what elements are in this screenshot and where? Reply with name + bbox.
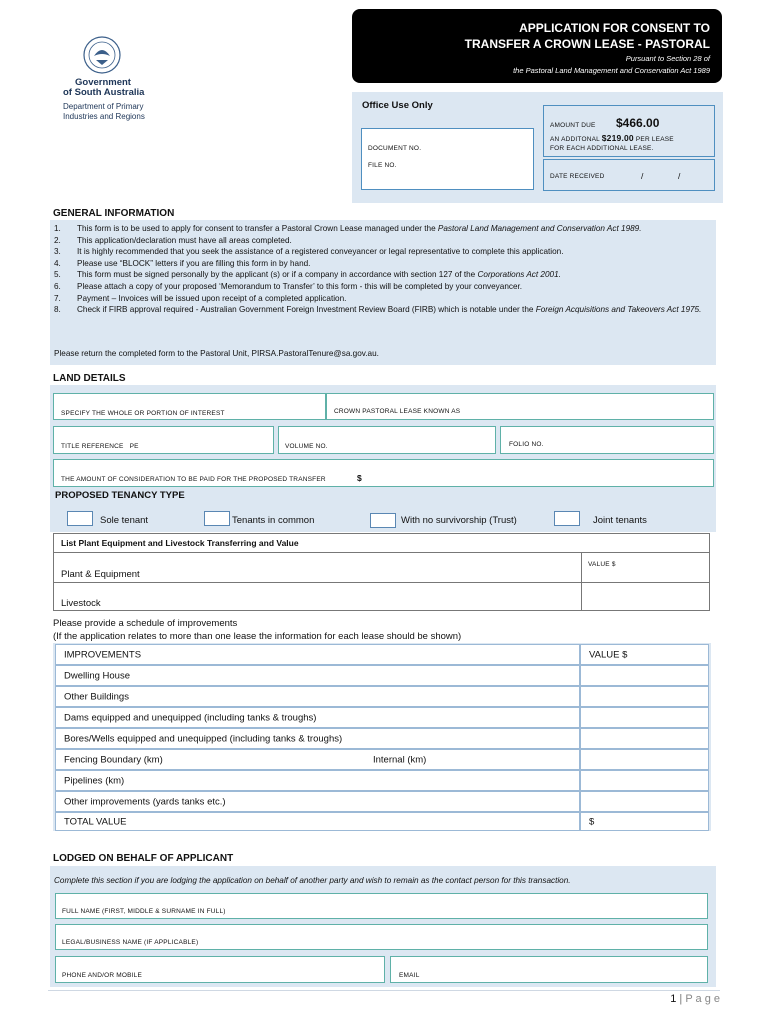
table-row: Bores/Wells equipped and unequipped (including tanks & troughs) (55, 728, 580, 749)
lodged-panel (50, 866, 716, 987)
table-row: Other improvements (yards tanks etc.) (55, 791, 580, 812)
improvements-value-header: VALUE $ (580, 644, 709, 665)
no-survivorship-checkbox[interactable] (370, 513, 396, 528)
consideration-field[interactable] (53, 459, 714, 487)
list-item: 5. This form must be signed personally by the applicant (s) or if a company in accordance with section 127 of the Corporations Act 2001. (54, 270, 561, 280)
file-no-label: FILE NO. (368, 162, 397, 169)
form-title-line1: APPLICATION FOR CONSENT TO (519, 21, 710, 35)
list-item: 1. This form is to be used to apply for consent to transfer a Pastoral Crown Lease managed under the Pastoral Land Management and Conservation Act 1989. (54, 224, 642, 233)
title-banner (352, 9, 722, 83)
plant-col-divider (581, 552, 582, 610)
improvements-intro-line2: (If the application relates to more than one lease the information for each lease should be shown) (53, 631, 462, 642)
tenancy-heading: PROPOSED TENANCY TYPE (55, 490, 185, 501)
crest-icon (82, 34, 122, 76)
sole-tenant-label: Sole tenant (100, 515, 149, 526)
tenants-in-common-checkbox[interactable] (204, 511, 230, 526)
additional-suffix: PER LEASE (635, 136, 674, 143)
title-reference-field[interactable] (53, 426, 274, 454)
page-number: 1 (670, 993, 677, 1005)
full-name-field[interactable] (55, 893, 708, 919)
office-use-title: Office Use Only (362, 100, 433, 111)
list-item: 4. Please use “BLOCK” letters if you are filling this form in by hand. (54, 258, 311, 268)
plant-table-heading: List Plant Equipment and Livestock Transferring and Value (61, 538, 299, 548)
crown-lease-name-field[interactable] (326, 393, 714, 420)
value-cell[interactable] (580, 728, 709, 749)
return-note: Please return the completed form to the Pastoral Unit, PIRSA.PastoralTenure@sa.gov.au. (54, 349, 379, 358)
document-no-label: DOCUMENT NO. (368, 145, 422, 152)
table-row: Dams equipped and unequipped (including tanks & troughs) (55, 707, 580, 728)
page-footer (670, 993, 720, 1005)
plant-livestock-table (53, 533, 710, 611)
volume-no-field[interactable] (278, 426, 496, 454)
specify-interest-label: SPECIFY THE WHOLE OR PORTION OF INTEREST (61, 410, 225, 417)
value-cell[interactable] (580, 770, 709, 791)
plant-equipment-label: Plant & Equipment (61, 569, 140, 580)
list-item: 2. This application/declaration must have all areas completed. (54, 235, 292, 245)
tenants-in-common-label: Tenants in common (232, 515, 315, 526)
amount-due-box (543, 105, 715, 157)
value-cell[interactable] (580, 665, 709, 686)
legal-name-label: LEGAL/BUSINESS NAME (IF APPLICABLE) (62, 939, 199, 946)
no-survivorship-label: With no survivorship (Trust) (401, 515, 517, 526)
list-item: 6. Please attach a copy of your proposed ‘Memorandum to Transfer’ to this form - this will be completed by your conveyancer. (54, 281, 523, 291)
plant-mid-divider (54, 582, 709, 583)
joint-tenants-label: Joint tenants (593, 515, 647, 526)
crown-lease-label: CROWN PASTORAL LEASE KNOWN AS (334, 408, 461, 415)
page-word: P a g e (685, 993, 720, 1005)
phone-field[interactable] (55, 956, 385, 983)
email-field[interactable] (390, 956, 708, 983)
additional-prefix: AN ADDITONAL (550, 136, 600, 143)
volume-no-label: VOLUME NO. (285, 443, 328, 450)
dept-name-line1: Department of Primary (63, 102, 144, 111)
lodged-heading: LODGED ON BEHALF OF APPLICANT (53, 853, 234, 864)
value-cell[interactable] (580, 791, 709, 812)
folio-no-field[interactable] (500, 426, 714, 454)
form-subtitle-line1: Pursuant to Section 28 of (625, 54, 710, 63)
joint-tenants-checkbox[interactable] (554, 511, 580, 526)
sole-tenant-checkbox[interactable] (67, 511, 93, 526)
additional-fee-line1 (550, 133, 674, 143)
page-separator: | (679, 993, 683, 1005)
value-cell[interactable] (580, 749, 709, 770)
table-row: Dwelling House (55, 665, 580, 686)
amount-due-label: AMOUNT DUE (550, 122, 596, 129)
dept-name-line2: Industries and Regions (63, 112, 145, 121)
email-label: EMAIL (399, 972, 420, 979)
footer-rule (48, 990, 720, 991)
date-received-label: DATE RECEIVED (550, 173, 605, 180)
date-received-field[interactable] (543, 159, 715, 191)
org-name-line1: Government (75, 77, 131, 88)
phone-label: PHONE AND/OR MOBILE (62, 972, 143, 979)
document-file-field[interactable] (361, 128, 534, 190)
general-info-list (54, 223, 708, 316)
date-separator-1: / (641, 171, 644, 181)
improvements-header-cell: IMPROVEMENTS (55, 644, 580, 665)
livestock-label: Livestock (61, 598, 101, 609)
table-row: Pipelines (km) (55, 770, 580, 791)
land-details-heading: LAND DETAILS (53, 373, 126, 384)
interest-field[interactable] (53, 393, 326, 420)
date-separator-2: / (678, 171, 681, 181)
form-title-line2: TRANSFER A CROWN LEASE - PASTORAL (464, 37, 710, 51)
general-info-heading: GENERAL INFORMATION (53, 208, 175, 219)
internal-km-label: Internal (km) (373, 754, 427, 765)
consideration-label: THE AMOUNT OF CONSIDERATION TO BE PAID FOR THE PROPOSED TRANSFER (61, 476, 326, 483)
list-item: 8. Check if FIRB approval required - Australian Government Foreign Investment Review Board (FIRB) which is notable under the Foreign Acquisitions and Takeovers Act 1975. (54, 305, 702, 315)
amount-due-value: $466.00 (616, 116, 660, 130)
plant-row-divider (54, 552, 709, 553)
value-cell[interactable] (580, 707, 709, 728)
office-use-panel (352, 92, 723, 203)
improvements-intro-line1: Please provide a schedule of improvements (53, 618, 238, 629)
total-row: TOTAL VALUE (55, 812, 580, 831)
additional-fee-value: $219.00 (601, 133, 634, 143)
form-subtitle-line2: the Pastoral Land Management and Conservation Act 1989 (513, 66, 710, 75)
land-details-panel (50, 385, 716, 532)
table-row: Other Buildings (55, 686, 580, 707)
plant-value-header: VALUE $ (588, 561, 616, 568)
folio-no-label: FOLIO NO. (509, 441, 544, 448)
list-item: 7. Payment – Invoices will be issued upon receipt of a completed application. (54, 293, 347, 303)
list-item: 3. It is highly recommended that you seek the assistance of a registered conveyancer or legal representative to complete this application. (54, 247, 564, 257)
additional-fee-line2: FOR EACH ADDITIONAL LEASE. (550, 145, 654, 152)
general-info-panel (50, 220, 716, 365)
org-name-line2: of South Australia (63, 87, 145, 98)
legal-business-name-field[interactable] (55, 924, 708, 950)
consideration-currency: $ (357, 473, 362, 483)
lodged-note: Complete this section if you are lodging the application on behalf of another party and wish to remain as the contact person for this transaction. (54, 876, 571, 885)
value-cell[interactable] (580, 686, 709, 707)
total-value-cell[interactable]: $ (580, 812, 709, 831)
sa-government-logo (55, 30, 165, 125)
table-row: Fencing Boundary (km) Internal (km) (55, 749, 580, 770)
full-name-label: FULL NAME (FIRST, MIDDLE & SURNAME IN FULL) (62, 908, 226, 915)
title-reference-label: TITLE REFERENCE PE (61, 443, 139, 450)
